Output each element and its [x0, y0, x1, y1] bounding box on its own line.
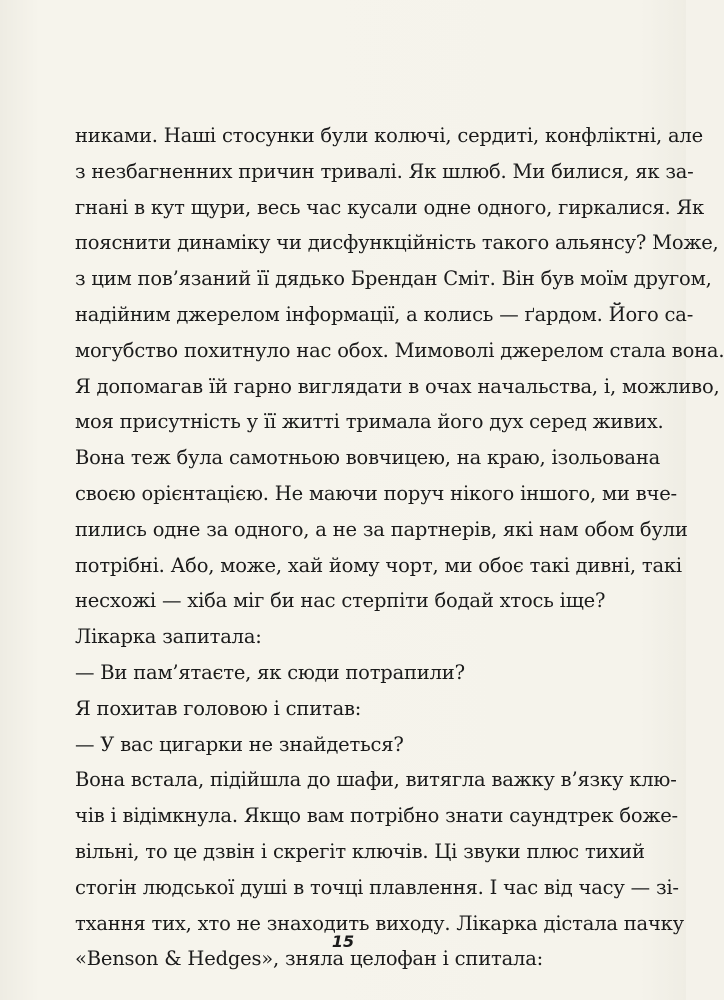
text-line: Лікарка запитала: [75, 625, 262, 649]
text-line: Вона теж була самотньою вовчицею, на краю, ізольована [75, 446, 661, 470]
text-line: тхання тих, хто не знаходить виходу. Лікарка дістала пачку [75, 911, 684, 935]
text-line: моя присутність у її житті тримала його дух серед живих. [75, 410, 664, 434]
text-line: з незбагненних причин тривалі. Як шлюб. Ми билися, як за- [75, 159, 694, 183]
text-line: своєю орієнтацією. Не маючи поруч нікого іншого, ми вче- [75, 481, 677, 505]
text-line: надійним джерелом інформації, а колись — ґардом. Його са- [75, 302, 694, 326]
body-text [75, 118, 724, 977]
text-line: гнані в кут щури, весь час кусали одне одного, гиркалися. Як [75, 195, 705, 219]
text-line: вільні, то це дзвін і скрегіт ключів. Ці звуки плюс тихий [75, 839, 645, 863]
text-line: потрібні. Або, може, хай йому чорт, ми обоє такі дивні, такі [75, 553, 682, 577]
text-line: пились одне за одного, а не за партнерів, які нам обом були [75, 517, 688, 541]
text-line: чів і відімкнула. Якщо вам потрібно знати саундтрек боже- [75, 804, 678, 828]
text-line: Я допомагав їй гарно виглядати в очах начальства, і, можливо, [75, 374, 720, 398]
text-line: з цим пов’язаний її дядько Брендан Сміт. Він був моїм другом, [75, 267, 712, 291]
text-line: никами. Наші стосунки були колючі, сердиті, конфліктні, але [75, 124, 703, 147]
text-line: «Benson & Hedges», зняла целофан і спитала: [75, 947, 543, 971]
text-line: стогін людської душі в точці плавлення. І час від часу — зі- [75, 875, 679, 899]
text-line: могубство похитнуло нас обох. Мимоволі джерелом стала вона. [75, 338, 724, 362]
text-line: несхожі — хіба міг би нас стерпіти бодай хтось іще? [75, 589, 606, 613]
text-line: пояснити динаміку чи дисфункційність такого альянсу? Може, [75, 231, 719, 255]
text-line: Вона встала, підійшла до шафи, витягла важку в’язку клю- [75, 768, 677, 792]
page-number: 15 [331, 932, 355, 951]
text-line: Я похитав головою і спитав: [75, 696, 362, 720]
dialogue-line: — У вас цигарки не знайдеться? [75, 732, 404, 756]
dialogue-line: — Ви пам’ятаєте, як сюди потрапили? [75, 660, 465, 684]
